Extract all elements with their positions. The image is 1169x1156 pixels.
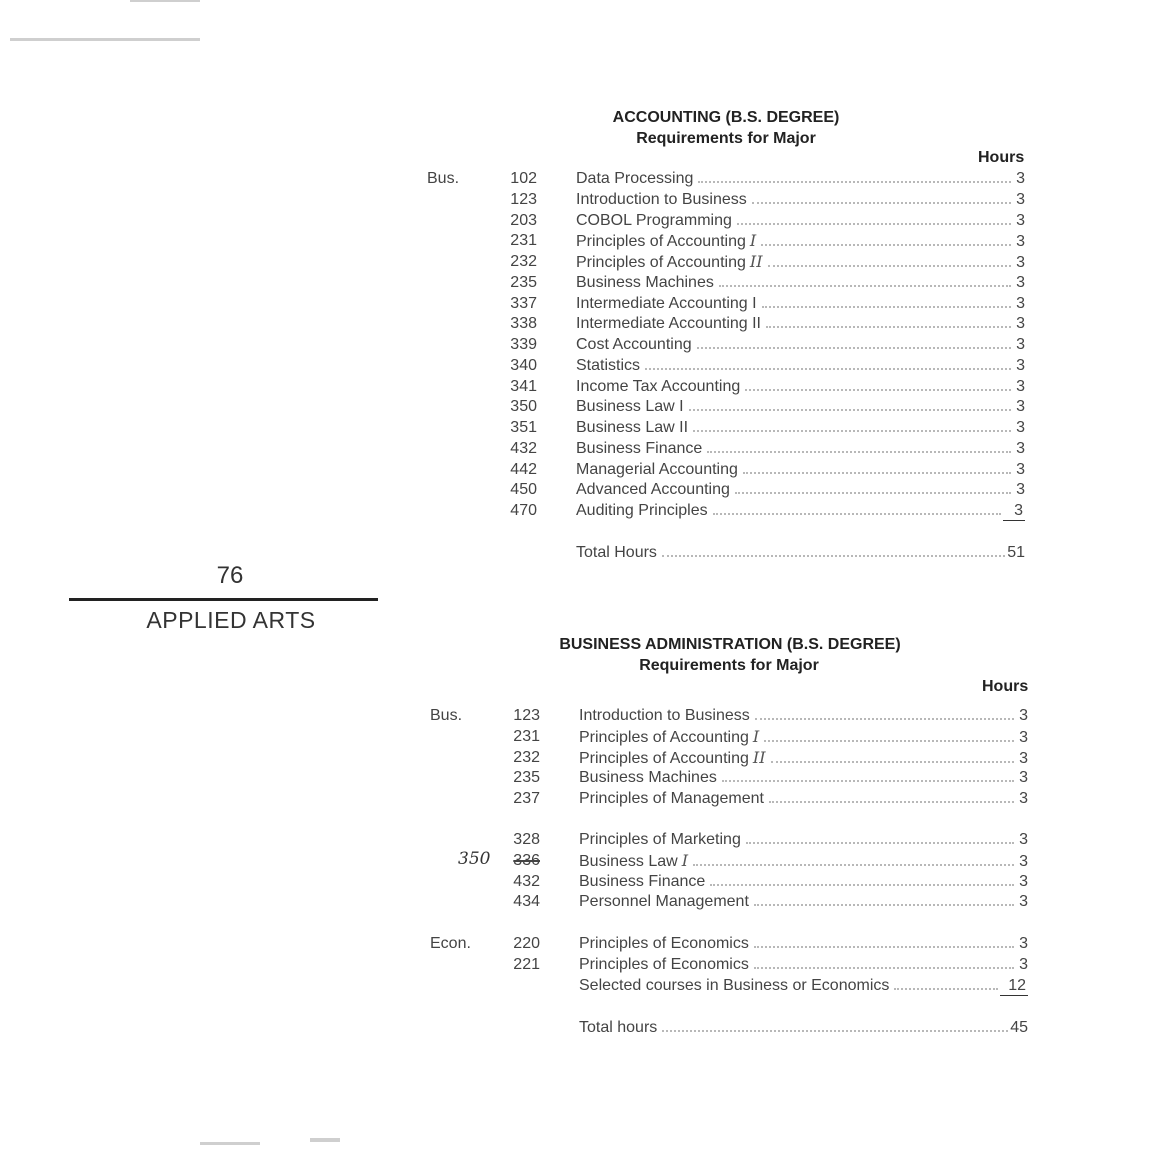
course-line [579, 706, 1028, 726]
course-hours: 3 [1019, 852, 1028, 870]
scan-artifact [200, 1142, 260, 1145]
course-hours: 3 [1016, 398, 1025, 416]
course-line [576, 211, 1025, 231]
course-name: Auditing Principles [576, 502, 708, 519]
course-number: 328 [513, 831, 540, 848]
page-number: 76 [216, 562, 244, 589]
course-number: 235 [510, 273, 537, 291]
course-line [576, 169, 1025, 189]
course-number: 232 [510, 253, 537, 270]
course-row [427, 169, 1025, 189]
course-row [427, 335, 1025, 355]
course-name: Principles of Accounting [579, 749, 749, 767]
course-number: 123 [510, 190, 537, 208]
course-line [579, 727, 1028, 748]
course-line [576, 356, 1025, 376]
course-number: 336 [513, 851, 540, 869]
dot-leader [710, 883, 1014, 886]
course-number: 450 [510, 481, 537, 499]
course-hours: 3 [1016, 233, 1025, 251]
business-admin-title: BUSINESS ADMINISTRATION (B.S. DEGREE) [559, 636, 901, 653]
course-number: 337 [510, 294, 537, 312]
dot-leader [662, 554, 1005, 557]
course-hours: 12 [1000, 977, 1028, 996]
dot-leader [662, 1029, 1008, 1032]
course-hours: 3 [1016, 211, 1025, 229]
course-line [576, 231, 1025, 252]
total-label: Total Hours [576, 544, 657, 561]
course-line [579, 830, 1028, 850]
course-number: 432 [510, 439, 537, 457]
total-value: 51 [1007, 544, 1025, 561]
course-line [576, 460, 1025, 480]
course-line [576, 314, 1025, 334]
course-row [427, 439, 1025, 459]
course-row [430, 934, 1028, 954]
dot-leader [771, 760, 1014, 763]
course-hours: 3 [1019, 831, 1028, 848]
handwritten-note: I [749, 231, 757, 251]
course-hours: 3 [1016, 273, 1025, 291]
course-line [579, 976, 1028, 996]
course-row [430, 851, 1028, 871]
course-row [427, 231, 1025, 251]
dot-leader [735, 491, 1011, 494]
course-line [576, 252, 1025, 273]
dot-leader [693, 429, 1011, 432]
dot-leader [766, 325, 1011, 328]
dot-leader [697, 346, 1011, 349]
dot-leader [722, 779, 1014, 782]
course-row [427, 190, 1025, 210]
dot-leader [769, 800, 1014, 803]
dot-leader [746, 841, 1014, 844]
course-hours: 3 [1016, 336, 1025, 353]
dot-leader [768, 264, 1011, 267]
course-number: 350 [510, 398, 537, 416]
dot-leader [743, 471, 1011, 474]
course-line [579, 872, 1028, 892]
handwritten-note: II [752, 747, 766, 767]
course-name: Principles of Accounting [579, 728, 749, 746]
accounting-total-row [576, 543, 1025, 563]
total-line [576, 543, 1025, 563]
course-name: Income Tax Accounting [576, 377, 741, 395]
business-admin-subtitle: Requirements for Major [639, 657, 819, 674]
course-hours: 3 [1019, 790, 1028, 807]
course-name: Intermediate Accounting I [576, 294, 757, 312]
course-hours: 3 [1019, 707, 1028, 724]
dot-leader [894, 987, 998, 990]
course-row [427, 294, 1025, 314]
course-line [579, 851, 1028, 872]
course-name: Managerial Accounting [576, 460, 738, 478]
course-name: Intermediate Accounting II [576, 315, 761, 333]
dot-leader [762, 305, 1011, 308]
dot-leader [754, 903, 1014, 906]
dot-leader [707, 450, 1011, 453]
course-name: Business Law II [576, 419, 689, 436]
course-number: 338 [510, 315, 537, 333]
course-name: Principles of Economics [579, 935, 749, 952]
course-row [427, 397, 1025, 417]
dot-leader [737, 222, 1011, 225]
course-row [430, 872, 1028, 892]
course-name: Business Law [579, 852, 678, 870]
course-line [579, 768, 1028, 788]
course-name: Introduction to Business [576, 190, 747, 208]
course-number: 123 [513, 707, 540, 724]
department-label: Bus. [430, 707, 463, 724]
course-name: Business Machines [576, 273, 714, 291]
course-number: 102 [510, 170, 537, 187]
course-row [430, 955, 1028, 975]
handwritten-note: I [752, 726, 760, 746]
total-label: Total hours [579, 1019, 658, 1036]
course-number: 340 [510, 356, 537, 374]
dot-leader [689, 408, 1011, 411]
course-number: 442 [510, 460, 537, 478]
dot-leader [761, 243, 1011, 246]
course-line [576, 397, 1025, 417]
section-divider [69, 598, 378, 601]
course-row [427, 356, 1025, 376]
course-name: Business Finance [576, 439, 703, 457]
scan-artifact [10, 38, 200, 41]
course-line [576, 273, 1025, 293]
course-row [427, 480, 1025, 500]
course-hours: 3 [1019, 955, 1028, 973]
course-name: Business Law I [576, 398, 684, 416]
course-hours: 3 [1019, 749, 1028, 767]
course-line [579, 934, 1028, 954]
dot-leader [752, 201, 1011, 204]
course-line [579, 789, 1028, 809]
accounting-title: ACCOUNTING (B.S. DEGREE) [612, 109, 840, 126]
course-name: Business Machines [579, 769, 717, 787]
course-line [579, 892, 1028, 912]
dot-leader [719, 284, 1011, 287]
course-line [576, 439, 1025, 459]
course-name: Statistics [576, 356, 641, 374]
course-hours: 3 [1019, 935, 1028, 952]
course-name: Cost Accounting [576, 336, 692, 353]
course-hours: 3 [1016, 481, 1025, 499]
course-row [427, 314, 1025, 334]
course-number: 237 [513, 790, 540, 807]
course-line [576, 501, 1025, 521]
course-line [576, 480, 1025, 500]
course-number: 235 [513, 769, 540, 787]
course-number: 221 [513, 955, 540, 973]
total-value: 45 [1010, 1019, 1028, 1036]
scan-artifact [310, 1138, 340, 1142]
course-hours: 3 [1019, 893, 1028, 911]
course-number: 203 [510, 211, 537, 229]
course-line [576, 335, 1025, 355]
course-name: Advanced Accounting [576, 481, 730, 499]
course-line [576, 190, 1025, 210]
course-line [576, 418, 1025, 438]
handwritten-note: I [681, 850, 689, 870]
course-hours: 3 [1003, 502, 1025, 521]
course-hours: 3 [1019, 728, 1028, 746]
department-label: Econ. [430, 935, 471, 952]
dot-leader [745, 388, 1011, 391]
course-hours: 3 [1016, 190, 1025, 208]
course-hours: 3 [1016, 315, 1025, 333]
course-hours: 3 [1016, 460, 1025, 478]
course-line [576, 294, 1025, 314]
course-row [427, 211, 1025, 231]
course-name: Business Finance [579, 872, 706, 890]
course-row [430, 976, 1028, 996]
course-name: COBOL Programming [576, 211, 732, 229]
course-row [430, 789, 1028, 809]
course-hours: 3 [1016, 356, 1025, 374]
dot-leader [755, 717, 1014, 720]
course-name: Selected courses in Business or Economics [579, 976, 890, 994]
course-hours: 3 [1016, 439, 1025, 457]
course-row [430, 748, 1028, 768]
course-name: Principles of Management [579, 790, 764, 807]
course-line [579, 955, 1028, 975]
course-hours: 3 [1016, 294, 1025, 312]
course-row [430, 830, 1028, 850]
course-number: 339 [510, 336, 537, 353]
dot-leader [693, 863, 1014, 866]
course-number: 434 [513, 893, 540, 911]
course-hours: 3 [1016, 419, 1025, 436]
course-row [427, 501, 1025, 521]
course-name: Data Processing [576, 170, 694, 187]
course-row [430, 892, 1028, 912]
dot-leader [764, 739, 1014, 742]
course-number: 232 [513, 748, 540, 766]
business-admin-hours-header: Hours [982, 678, 1029, 695]
business-admin-total-row [579, 1018, 1028, 1038]
course-row [427, 252, 1025, 272]
course-row [427, 418, 1025, 438]
course-row [427, 460, 1025, 480]
scan-artifact [130, 0, 200, 2]
accounting-hours-header: Hours [978, 149, 1025, 166]
total-line [579, 1018, 1028, 1038]
handwritten-note: II [749, 252, 763, 271]
course-hours: 3 [1019, 872, 1028, 890]
course-row [430, 768, 1028, 788]
course-row [430, 727, 1028, 747]
course-number: 231 [513, 727, 540, 745]
course-number: 341 [510, 377, 537, 395]
course-row [430, 706, 1028, 726]
course-number: 470 [510, 502, 537, 519]
course-name: Principles of Economics [579, 955, 749, 973]
dot-leader [754, 966, 1014, 969]
course-number: 432 [513, 872, 540, 890]
course-name: Principles of Marketing [579, 831, 741, 848]
dot-leader [754, 945, 1014, 948]
course-number: 220 [513, 935, 540, 952]
course-hours: 3 [1016, 377, 1025, 395]
course-name: Introduction to Business [579, 707, 750, 724]
course-name: Principles of Accounting [576, 254, 746, 271]
accounting-subtitle: Requirements for Major [636, 130, 816, 147]
department-label: Bus. [427, 170, 460, 187]
course-name: Principles of Accounting [576, 233, 746, 251]
handwritten-course-number: 350 [458, 849, 491, 869]
course-line [576, 377, 1025, 397]
section-title: APPLIED ARTS [146, 607, 316, 633]
course-hours: 3 [1016, 170, 1025, 187]
dot-leader [698, 180, 1011, 183]
course-number: 231 [510, 232, 537, 250]
course-number: 351 [510, 419, 537, 436]
course-name: Personnel Management [579, 893, 749, 911]
course-line [579, 748, 1028, 769]
course-row [427, 273, 1025, 293]
course-hours: 3 [1016, 254, 1025, 271]
dot-leader [713, 512, 1001, 515]
dot-leader [645, 367, 1011, 370]
course-row [427, 377, 1025, 397]
course-hours: 3 [1019, 769, 1028, 787]
